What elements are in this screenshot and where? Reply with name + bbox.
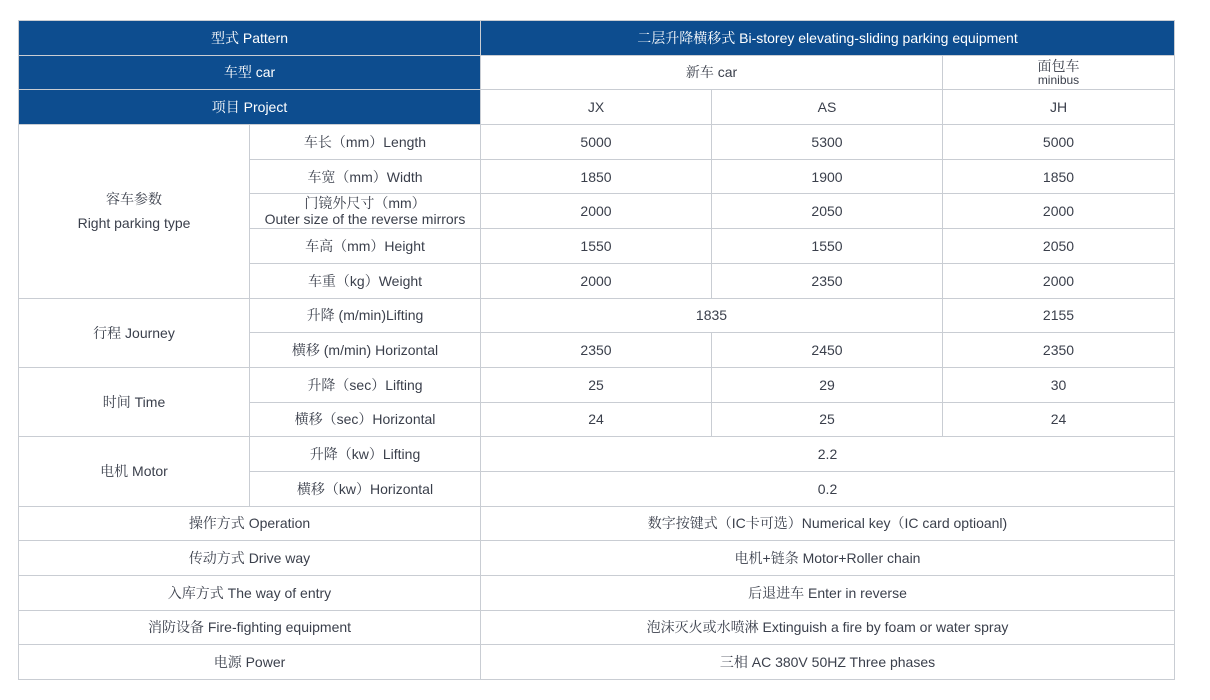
time-lifting-jx: 25 bbox=[481, 367, 712, 402]
fire-equipment-value: 泡沫灭火或水喷淋 Extinguish a fire by foam or water spray bbox=[481, 610, 1175, 645]
pattern-label: 型式 Pattern bbox=[19, 21, 481, 56]
table-row bbox=[19, 298, 1175, 333]
mirror-as: 2050 bbox=[712, 194, 943, 229]
height-jh: 2050 bbox=[943, 229, 1175, 264]
table-row bbox=[19, 437, 1175, 472]
minibus-header bbox=[943, 55, 1175, 90]
weight-jx: 2000 bbox=[481, 263, 712, 298]
mirror-size-en: Outer size of the reverse mirrors bbox=[264, 211, 466, 228]
journey-group-label: 行程 Journey bbox=[19, 298, 250, 367]
journey-horizontal-jh: 2350 bbox=[943, 333, 1175, 368]
length-label: 车长（mm）Length bbox=[250, 125, 481, 160]
spec-table bbox=[18, 20, 1175, 680]
operation-label: 操作方式 Operation bbox=[19, 506, 481, 541]
car-params-zh: 容车参数 bbox=[106, 191, 162, 208]
length-jx: 5000 bbox=[481, 125, 712, 160]
time-lifting-label: 升降（sec）Lifting bbox=[250, 367, 481, 402]
width-jx: 1850 bbox=[481, 159, 712, 194]
project-label: 项目 Project bbox=[19, 90, 481, 125]
weight-as: 2350 bbox=[712, 263, 943, 298]
drive-way-label: 传动方式 Drive way bbox=[19, 541, 481, 576]
operation-value: 数字按键式（IC卡可选）Numerical key（IC card optioanl) bbox=[481, 506, 1175, 541]
table-row bbox=[19, 506, 1175, 541]
time-lifting-jh: 30 bbox=[943, 367, 1175, 402]
weight-jh: 2000 bbox=[943, 263, 1175, 298]
mirror-size-label bbox=[250, 194, 481, 229]
width-jh: 1850 bbox=[943, 159, 1175, 194]
motor-lifting-value: 2.2 bbox=[481, 437, 1175, 472]
project-row bbox=[19, 90, 1175, 125]
power-value: 三相 AC 380V 50HZ Three phases bbox=[481, 645, 1175, 680]
table-row bbox=[19, 576, 1175, 611]
table-row bbox=[19, 610, 1175, 645]
new-car-header: 新车 car bbox=[481, 55, 943, 90]
mirror-size-zh: 门镜外尺寸（mm） bbox=[304, 195, 426, 212]
table-row bbox=[19, 645, 1175, 680]
time-horizontal-jx: 24 bbox=[481, 402, 712, 437]
drive-way-value: 电机+链条 Motor+Roller chain bbox=[481, 541, 1175, 576]
length-as: 5300 bbox=[712, 125, 943, 160]
model-as: AS bbox=[712, 90, 943, 125]
pattern-row bbox=[19, 21, 1175, 56]
width-as: 1900 bbox=[712, 159, 943, 194]
motor-horizontal-label: 横移（kw）Horizontal bbox=[250, 471, 481, 506]
time-group-label: 时间 Time bbox=[19, 367, 250, 436]
minibus-zh: 面包车 bbox=[1037, 57, 1080, 74]
motor-horizontal-value: 0.2 bbox=[481, 471, 1175, 506]
motor-lifting-label: 升降（kw）Lifting bbox=[250, 437, 481, 472]
height-as: 1550 bbox=[712, 229, 943, 264]
car-type-row bbox=[19, 55, 1175, 90]
weight-label: 车重（kg）Weight bbox=[250, 263, 481, 298]
table-row bbox=[19, 541, 1175, 576]
journey-horizontal-as: 2450 bbox=[712, 333, 943, 368]
entry-way-value: 后退进车 Enter in reverse bbox=[481, 576, 1175, 611]
journey-horizontal-jx: 2350 bbox=[481, 333, 712, 368]
journey-lifting-label: 升降 (m/min)Lifting bbox=[250, 298, 481, 333]
table-row bbox=[19, 367, 1175, 402]
mirror-jx: 2000 bbox=[481, 194, 712, 229]
width-label: 车宽（mm）Width bbox=[250, 159, 481, 194]
time-horizontal-jh: 24 bbox=[943, 402, 1175, 437]
entry-way-label: 入库方式 The way of entry bbox=[19, 576, 481, 611]
time-horizontal-label: 横移（sec）Horizontal bbox=[250, 402, 481, 437]
journey-lifting-jx-as: 1835 bbox=[481, 298, 943, 333]
motor-group-label: 电机 Motor bbox=[19, 437, 250, 506]
length-jh: 5000 bbox=[943, 125, 1175, 160]
minibus-en: minibus bbox=[1037, 72, 1080, 87]
car-params-en: Right parking type bbox=[77, 215, 191, 232]
table-row bbox=[19, 125, 1175, 160]
model-jh: JH bbox=[943, 90, 1175, 125]
mirror-jh: 2000 bbox=[943, 194, 1175, 229]
journey-lifting-jh: 2155 bbox=[943, 298, 1175, 333]
power-label: 电源 Power bbox=[19, 645, 481, 680]
car-type-label: 车型 car bbox=[19, 55, 481, 90]
fire-equipment-label: 消防设备 Fire-fighting equipment bbox=[19, 610, 481, 645]
pattern-value: 二层升降横移式 Bi-storey elevating-sliding parking equipment bbox=[481, 21, 1175, 56]
height-label: 车高（mm）Height bbox=[250, 229, 481, 264]
time-lifting-as: 29 bbox=[712, 367, 943, 402]
time-horizontal-as: 25 bbox=[712, 402, 943, 437]
model-jx: JX bbox=[481, 90, 712, 125]
height-jx: 1550 bbox=[481, 229, 712, 264]
car-params-group-label bbox=[19, 125, 250, 298]
journey-horizontal-label: 横移 (m/min) Horizontal bbox=[250, 333, 481, 368]
